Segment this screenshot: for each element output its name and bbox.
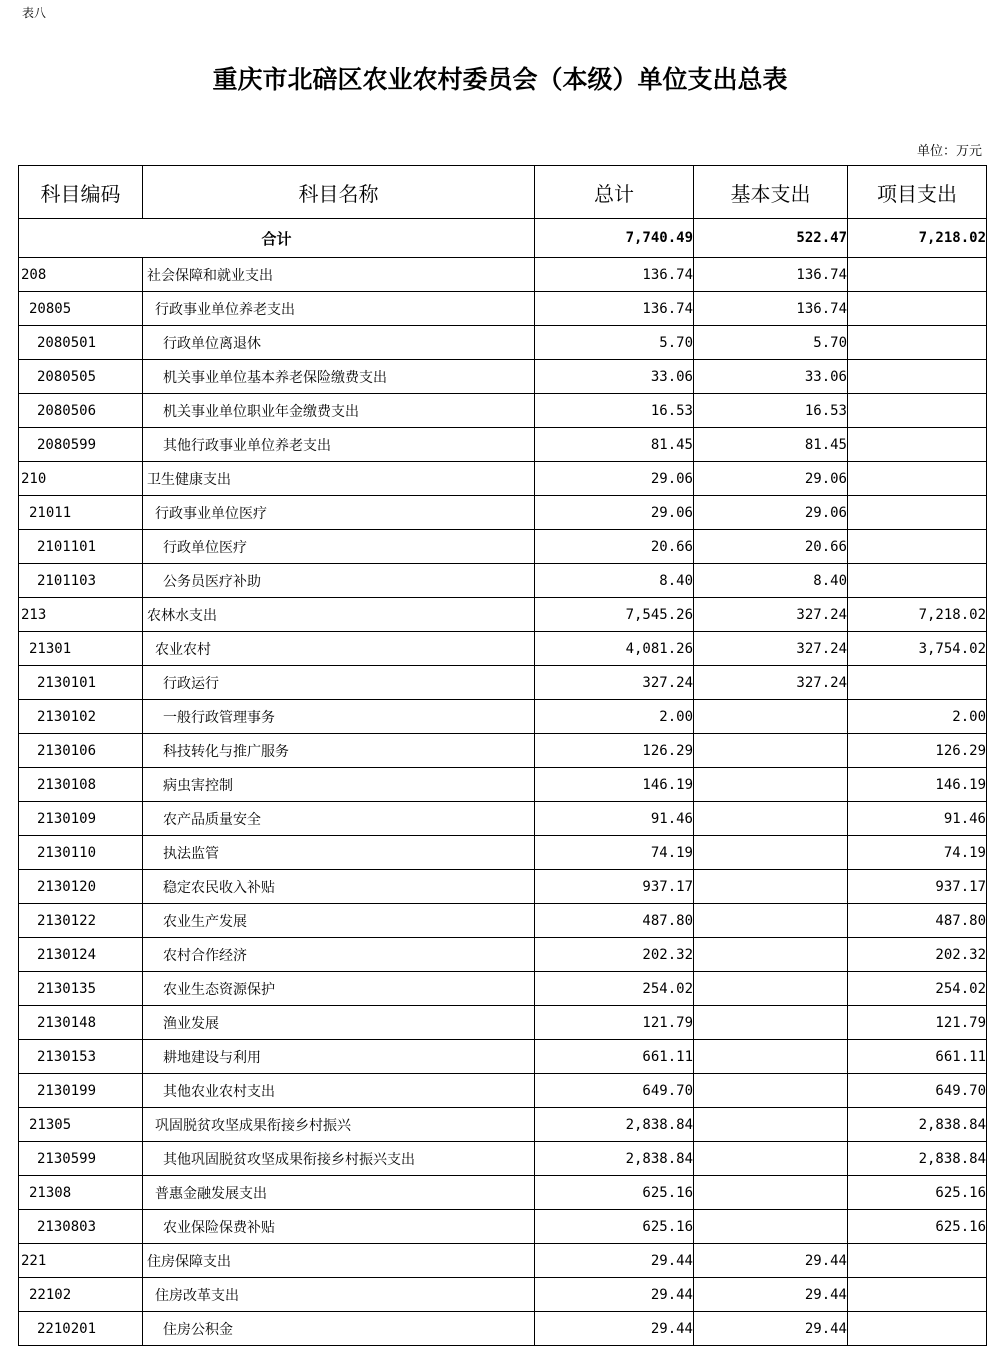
name-cell: 病虫害控制 (143, 768, 535, 802)
name-cell: 行政单位离退休 (143, 326, 535, 360)
total-cell: 5.70 (535, 326, 694, 360)
basic-cell: 81.45 (694, 428, 848, 462)
basic-cell (694, 1006, 848, 1040)
basic-cell (694, 1074, 848, 1108)
table-row (19, 462, 987, 496)
code-cell: 21301 (19, 632, 143, 666)
total-cell: 649.70 (535, 1074, 694, 1108)
total-cell: 29.44 (535, 1244, 694, 1278)
code-cell: 2130803 (19, 1210, 143, 1244)
code-cell: 2080501 (19, 326, 143, 360)
basic-cell: 327.24 (694, 598, 848, 632)
total-cell: 487.80 (535, 904, 694, 938)
total-cell: 29.06 (535, 496, 694, 530)
name-cell: 农林水支出 (143, 598, 535, 632)
name-cell: 渔业发展 (143, 1006, 535, 1040)
name-cell: 巩固脱贫攻坚成果衔接乡村振兴 (143, 1108, 535, 1142)
code-cell: 2210201 (19, 1312, 143, 1346)
total-cell: 625.16 (535, 1176, 694, 1210)
col-header-code: 科目编码 (19, 166, 143, 219)
project-cell (848, 394, 987, 428)
code-cell: 213 (19, 598, 143, 632)
table-row (19, 1006, 987, 1040)
project-cell: 202.32 (848, 938, 987, 972)
name-cell: 农业农村 (143, 632, 535, 666)
table-row (19, 292, 987, 326)
project-cell: 2,838.84 (848, 1142, 987, 1176)
basic-cell (694, 734, 848, 768)
basic-cell (694, 904, 848, 938)
total-cell: 136.74 (535, 258, 694, 292)
code-cell: 20805 (19, 292, 143, 326)
table-row (19, 564, 987, 598)
project-cell (848, 530, 987, 564)
total-cell: 33.06 (535, 360, 694, 394)
total-cell: 74.19 (535, 836, 694, 870)
table-number-label: 表八 (22, 6, 47, 20)
project-cell: 625.16 (848, 1176, 987, 1210)
code-cell: 2080505 (19, 360, 143, 394)
name-cell: 普惠金融发展支出 (143, 1176, 535, 1210)
basic-cell: 29.44 (694, 1278, 848, 1312)
col-header-project: 项目支出 (848, 166, 987, 219)
total-cell: 202.32 (535, 938, 694, 972)
code-cell: 2130122 (19, 904, 143, 938)
total-cell: 146.19 (535, 768, 694, 802)
project-cell: 121.79 (848, 1006, 987, 1040)
project-cell (848, 1312, 987, 1346)
basic-cell (694, 1210, 848, 1244)
total-cell: 7,545.26 (535, 598, 694, 632)
project-cell (848, 428, 987, 462)
table-row (19, 496, 987, 530)
basic-cell (694, 938, 848, 972)
basic-cell: 327.24 (694, 666, 848, 700)
code-cell: 2130599 (19, 1142, 143, 1176)
table-row (19, 598, 987, 632)
basic-cell (694, 972, 848, 1006)
table-row (19, 530, 987, 564)
total-basic: 522.47 (694, 219, 848, 258)
unit-note: 单位：万元 (916, 144, 982, 159)
total-cell: 29.44 (535, 1278, 694, 1312)
col-header-name: 科目名称 (143, 166, 535, 219)
name-cell: 社会保障和就业支出 (143, 258, 535, 292)
project-cell (848, 360, 987, 394)
basic-cell (694, 1142, 848, 1176)
table-row (19, 972, 987, 1006)
total-row (19, 219, 987, 258)
total-cell: 29.44 (535, 1312, 694, 1346)
code-cell: 2130124 (19, 938, 143, 972)
col-header-basic: 基本支出 (694, 166, 848, 219)
project-cell (848, 258, 987, 292)
table-row (19, 870, 987, 904)
total-cell: 81.45 (535, 428, 694, 462)
total-cell: 2,838.84 (535, 1108, 694, 1142)
total-cell: 625.16 (535, 1210, 694, 1244)
header-row (19, 166, 987, 219)
code-cell: 2130108 (19, 768, 143, 802)
project-cell: 649.70 (848, 1074, 987, 1108)
project-cell (848, 326, 987, 360)
name-cell: 住房改革支出 (143, 1278, 535, 1312)
table-row (19, 360, 987, 394)
project-cell (848, 564, 987, 598)
total-cell: 126.29 (535, 734, 694, 768)
code-cell: 2130135 (19, 972, 143, 1006)
name-cell: 机关事业单位职业年金缴费支出 (143, 394, 535, 428)
code-cell: 221 (19, 1244, 143, 1278)
name-cell: 执法监管 (143, 836, 535, 870)
basic-cell: 29.06 (694, 496, 848, 530)
code-cell: 21308 (19, 1176, 143, 1210)
basic-cell (694, 836, 848, 870)
name-cell: 农业保险保费补贴 (143, 1210, 535, 1244)
name-cell: 其他行政事业单位养老支出 (143, 428, 535, 462)
basic-cell: 327.24 (694, 632, 848, 666)
name-cell: 农业生态资源保护 (143, 972, 535, 1006)
project-cell: 7,218.02 (848, 598, 987, 632)
total-cell: 4,081.26 (535, 632, 694, 666)
total-cell: 327.24 (535, 666, 694, 700)
total-cell: 2.00 (535, 700, 694, 734)
table-row (19, 428, 987, 462)
name-cell: 其他农业农村支出 (143, 1074, 535, 1108)
project-cell: 625.16 (848, 1210, 987, 1244)
basic-cell (694, 870, 848, 904)
code-cell: 208 (19, 258, 143, 292)
project-cell: 254.02 (848, 972, 987, 1006)
basic-cell: 29.06 (694, 462, 848, 496)
table-row (19, 734, 987, 768)
table-row (19, 768, 987, 802)
total-project: 7,218.02 (848, 219, 987, 258)
code-cell: 2130101 (19, 666, 143, 700)
project-cell: 126.29 (848, 734, 987, 768)
name-cell: 机关事业单位基本养老保险缴费支出 (143, 360, 535, 394)
project-cell: 487.80 (848, 904, 987, 938)
name-cell: 一般行政管理事务 (143, 700, 535, 734)
total-cell: 20.66 (535, 530, 694, 564)
name-cell: 农业生产发展 (143, 904, 535, 938)
col-header-total: 总计 (535, 166, 694, 219)
name-cell: 住房保障支出 (143, 1244, 535, 1278)
basic-cell: 16.53 (694, 394, 848, 428)
name-cell: 住房公积金 (143, 1312, 535, 1346)
basic-cell: 29.44 (694, 1244, 848, 1278)
basic-cell: 8.40 (694, 564, 848, 598)
basic-cell (694, 1040, 848, 1074)
table-row (19, 258, 987, 292)
total-sum: 7,740.49 (535, 219, 694, 258)
project-cell (848, 666, 987, 700)
total-cell: 91.46 (535, 802, 694, 836)
table-row (19, 326, 987, 360)
basic-cell (694, 1108, 848, 1142)
table-row (19, 394, 987, 428)
project-cell (848, 1244, 987, 1278)
basic-cell (694, 700, 848, 734)
table-row (19, 666, 987, 700)
code-cell: 2130120 (19, 870, 143, 904)
code-cell: 2130148 (19, 1006, 143, 1040)
name-cell: 科技转化与推广服务 (143, 734, 535, 768)
table-row (19, 1278, 987, 1312)
project-cell: 937.17 (848, 870, 987, 904)
name-cell: 行政运行 (143, 666, 535, 700)
code-cell: 21305 (19, 1108, 143, 1142)
name-cell: 公务员医疗补助 (143, 564, 535, 598)
project-cell: 2,838.84 (848, 1108, 987, 1142)
project-cell: 661.11 (848, 1040, 987, 1074)
project-cell: 74.19 (848, 836, 987, 870)
table-row (19, 632, 987, 666)
code-cell: 2130110 (19, 836, 143, 870)
basic-cell: 20.66 (694, 530, 848, 564)
table-row (19, 938, 987, 972)
table-row (19, 802, 987, 836)
total-cell: 254.02 (535, 972, 694, 1006)
total-label: 合计 (19, 219, 535, 258)
code-cell: 21011 (19, 496, 143, 530)
table-row (19, 700, 987, 734)
code-cell: 2130106 (19, 734, 143, 768)
table-row (19, 1312, 987, 1346)
expenditure-table (18, 165, 987, 1346)
total-cell: 2,838.84 (535, 1142, 694, 1176)
name-cell: 农产品质量安全 (143, 802, 535, 836)
basic-cell: 5.70 (694, 326, 848, 360)
project-cell: 3,754.02 (848, 632, 987, 666)
name-cell: 其他巩固脱贫攻坚成果衔接乡村振兴支出 (143, 1142, 535, 1176)
code-cell: 2080599 (19, 428, 143, 462)
table-row (19, 1142, 987, 1176)
project-cell (848, 462, 987, 496)
code-cell: 2101101 (19, 530, 143, 564)
total-cell: 661.11 (535, 1040, 694, 1074)
basic-cell (694, 1176, 848, 1210)
name-cell: 行政单位医疗 (143, 530, 535, 564)
project-cell: 2.00 (848, 700, 987, 734)
project-cell (848, 496, 987, 530)
name-cell: 农村合作经济 (143, 938, 535, 972)
name-cell: 行政事业单位养老支出 (143, 292, 535, 326)
code-cell: 2130153 (19, 1040, 143, 1074)
basic-cell (694, 768, 848, 802)
name-cell: 耕地建设与利用 (143, 1040, 535, 1074)
basic-cell: 136.74 (694, 258, 848, 292)
total-cell: 29.06 (535, 462, 694, 496)
table-row (19, 1074, 987, 1108)
total-cell: 16.53 (535, 394, 694, 428)
code-cell: 210 (19, 462, 143, 496)
project-cell: 146.19 (848, 768, 987, 802)
project-cell: 91.46 (848, 802, 987, 836)
table-row (19, 1244, 987, 1278)
basic-cell (694, 802, 848, 836)
basic-cell: 29.44 (694, 1312, 848, 1346)
table-row (19, 1108, 987, 1142)
total-cell: 121.79 (535, 1006, 694, 1040)
total-cell: 136.74 (535, 292, 694, 326)
name-cell: 行政事业单位医疗 (143, 496, 535, 530)
project-cell (848, 1278, 987, 1312)
table-row (19, 836, 987, 870)
table-row (19, 1210, 987, 1244)
code-cell: 2080506 (19, 394, 143, 428)
table-row (19, 904, 987, 938)
table-row (19, 1040, 987, 1074)
table-row (19, 1176, 987, 1210)
basic-cell: 136.74 (694, 292, 848, 326)
total-cell: 8.40 (535, 564, 694, 598)
code-cell: 2130102 (19, 700, 143, 734)
name-cell: 稳定农民收入补贴 (143, 870, 535, 904)
code-cell: 2130199 (19, 1074, 143, 1108)
code-cell: 2101103 (19, 564, 143, 598)
code-cell: 22102 (19, 1278, 143, 1312)
page-title: 重庆市北碚区农业农村委员会（本级）单位支出总表 (212, 65, 788, 94)
name-cell: 卫生健康支出 (143, 462, 535, 496)
code-cell: 2130109 (19, 802, 143, 836)
total-cell: 937.17 (535, 870, 694, 904)
project-cell (848, 292, 987, 326)
basic-cell: 33.06 (694, 360, 848, 394)
